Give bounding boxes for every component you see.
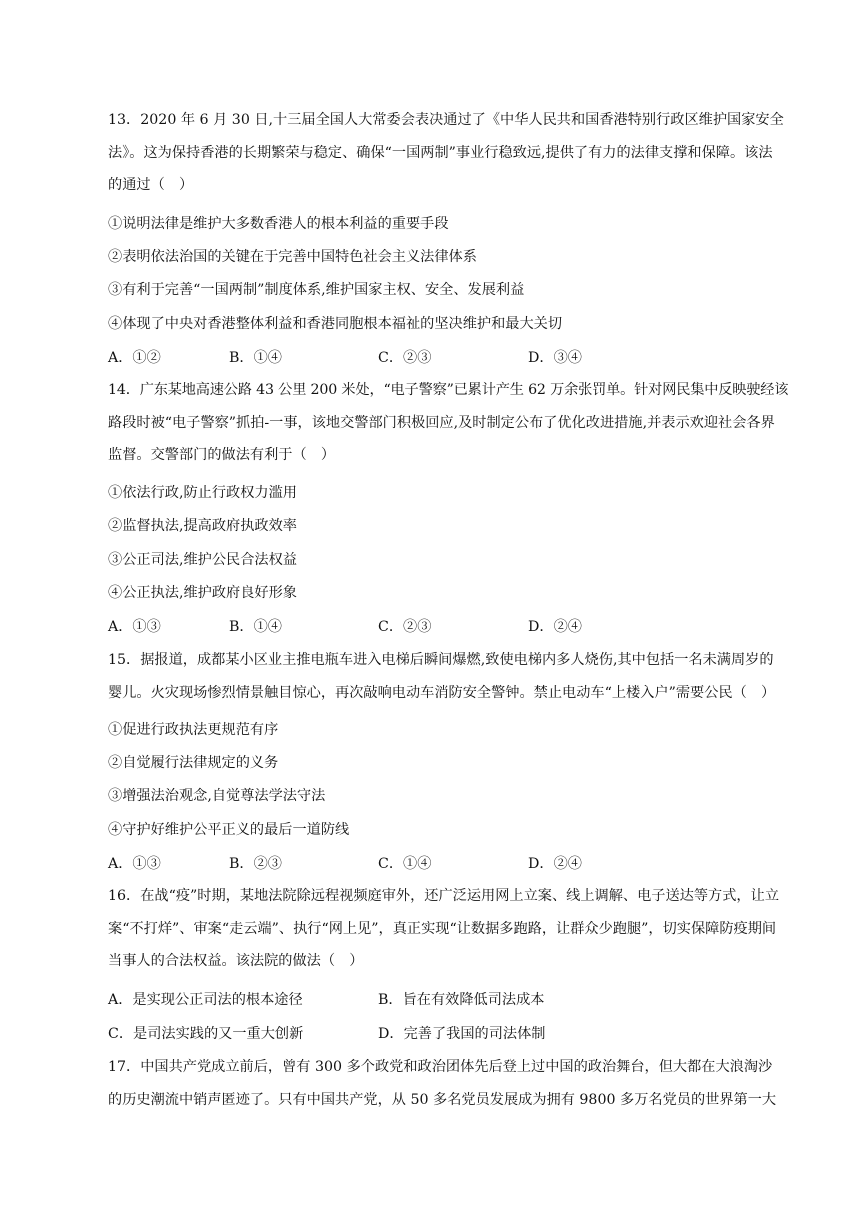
question-15-statement-1: ①促进行政执法更规范有序 <box>108 722 279 738</box>
question-16-line: 当事人的合法权益。该法院的做法（ ） <box>108 953 364 969</box>
choice-d[interactable]: D．②④ <box>528 619 582 635</box>
choice-a[interactable]: A．①② <box>108 350 161 366</box>
question-13-line: 法》。这为保持香港的长期繁荣与稳定、确保“一国两制”事业行稳致远,提供了有力的法律支撑和保障。该法 <box>108 144 773 161</box>
choice-b[interactable]: B．①④ <box>229 350 282 366</box>
question-13-statement-1: ①说明法律是维护大多数香港人的根本利益的重要手段 <box>108 216 449 232</box>
choice-b[interactable]: B．①④ <box>229 619 282 635</box>
choice-b[interactable]: B．②③ <box>229 856 282 872</box>
question-13-choices <box>108 342 728 374</box>
question-15-choices <box>108 848 728 880</box>
question-17-stem <box>108 1051 788 1116</box>
question-14-statement-3: ③公正司法,维护公民合法权益 <box>108 552 297 568</box>
question-13-line: 13．2020 年 6 月 30 日,十三届全国人大常委会表决通过了《中华人民共和国香港特别行政区维护国家安全 <box>108 112 784 128</box>
choice-c[interactable]: C．②③ <box>378 619 432 635</box>
question-14-choices <box>108 611 728 643</box>
question-15-line: 婴儿。火灾现场惨烈情景触目惊心，再次敲响电动车消防安全警钟。禁止电动车“上楼入户”需要公民（ ） <box>108 684 776 701</box>
question-14-stem <box>108 374 788 472</box>
question-13-statement-3: ③有利于完善“一国两制”制度体系,维护国家主权、安全、发展利益 <box>108 282 525 298</box>
question-14-line: 路段时被“电子警察”抓拍-一事，该地交警部门积极回应,及时制定公布了优化改进措施,并表示欢迎社会各界 <box>108 414 775 431</box>
question-16-line: 案“不打烊”、审案“走云端”、执行“网上见”，真正实现“让数据多跑路，让群众少跑腿”，切实保障防疫期间 <box>108 920 777 937</box>
question-13-statement-4: ④体现了中央对香港整体利益和香港同胞根本福祉的坚决维护和最大关切 <box>108 316 563 332</box>
choice-d[interactable]: D．完善了我国的司法体制 <box>378 1026 546 1042</box>
question-14-line: 监督。交警部门的做法有利于（ ） <box>108 447 336 463</box>
choice-d[interactable]: D．②④ <box>528 856 582 872</box>
choice-c[interactable]: C．②③ <box>378 350 432 366</box>
question-17-line: 的历史潮流中销声匿迹了。只有中国共产党，从 50 多名党员发展成为拥有 9800 多万名党员的世界第一大 <box>108 1091 777 1108</box>
choice-a[interactable]: A．①③ <box>108 619 161 635</box>
question-17-line: 17．中国共产党成立前后，曾有 300 多个政党和政治团体先后登上过中国的政治舞台，但大都在大浪淘沙 <box>108 1059 773 1075</box>
question-16-stem <box>108 880 788 978</box>
question-15-statement-4: ④守护好维护公平正义的最后一道防线 <box>108 822 350 838</box>
question-16-choices-row-1 <box>108 984 728 1016</box>
question-15-statement-3: ③增强法治观念,自觉尊法学法守法 <box>108 788 326 804</box>
question-16-choices-row-2 <box>108 1018 728 1050</box>
choice-c[interactable]: C．是司法实践的又一重大创新 <box>108 1026 304 1042</box>
question-14-statement-1: ①依法行政,防止行政权力滥用 <box>108 485 297 501</box>
choice-b[interactable]: B．旨在有效降低司法成本 <box>378 992 545 1008</box>
question-13-line: 的通过（ ） <box>108 177 194 193</box>
question-15-line: 15．据报道，成都某小区业主推电瓶车进入电梯后瞬间爆燃,致使电梯内多人烧伤,其中包括一名未满周岁的 <box>108 652 774 668</box>
choice-a[interactable]: A．①③ <box>108 856 161 872</box>
question-14-line: 14．广东某地高速公路 43 公里 200 米处，“电子警察”已累计产生 62 万余张罚单。针对网民集中反映驶经该 <box>108 382 789 398</box>
question-16-line: 16．在战“疫”时期，某地法院除远程视频庭审外，还广泛运用网上立案、线上调解、电子送达等方式，让立 <box>108 888 780 904</box>
question-15-stem <box>108 644 788 709</box>
question-14-statement-4: ④公正执法,维护政府良好形象 <box>108 585 297 601</box>
question-15-statement-2: ②自觉履行法律规定的义务 <box>108 755 279 771</box>
choice-c[interactable]: C．①④ <box>378 856 432 872</box>
choice-a[interactable]: A．是实现公正司法的根本途径 <box>108 992 303 1008</box>
question-13-stem <box>108 104 788 202</box>
choice-d[interactable]: D．③④ <box>528 350 582 366</box>
question-13-statement-2: ②表明依法治国的关键在于完善中国特色社会主义法律体系 <box>108 249 477 265</box>
question-14-statement-2: ②监督执法,提高政府执政效率 <box>108 518 297 534</box>
